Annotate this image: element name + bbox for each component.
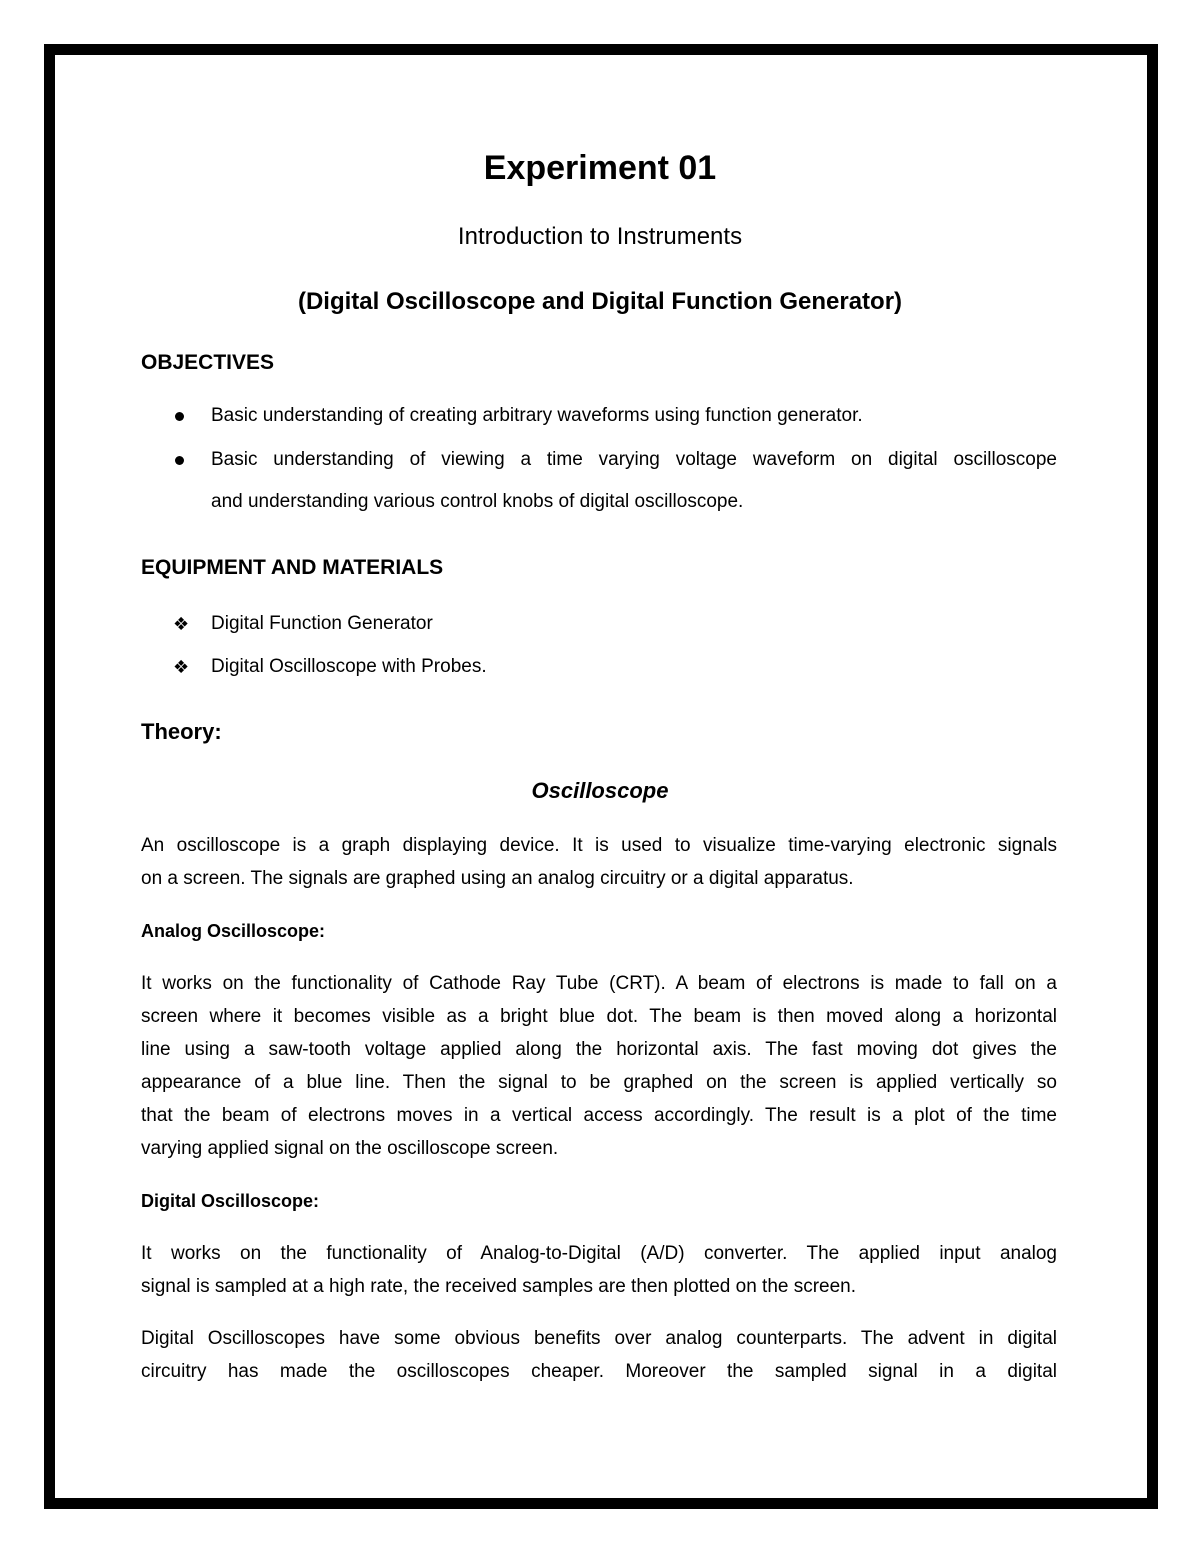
paragraph-line: An oscilloscope is a graph displaying device. It is used to visualize time-varying electronic signals <box>141 835 1057 856</box>
digital-oscilloscope-heading: Digital Oscilloscope: <box>141 1191 320 1211</box>
equipment-item: Digital Function Generator <box>211 613 433 634</box>
paragraph-line: varying applied signal on the oscilloscope screen. <box>141 1138 559 1159</box>
analog-paragraph <box>141 967 1057 1165</box>
paragraph-line: screen where it becomes visible as a bright blue dot. The beam is then moved along a horizontal <box>141 1006 1057 1027</box>
bullet-dot-icon <box>175 456 184 465</box>
page-subtitle: Introduction to Instruments <box>457 223 743 250</box>
equipment-heading: EQUIPMENT AND MATERIALS <box>141 556 444 579</box>
objective-item: Basic understanding of creating arbitrary waveforms using function generator. <box>211 405 863 426</box>
paragraph-line: circuitry has made the oscilloscopes cheaper. Moreover the sampled signal in a digital <box>141 1361 1057 1382</box>
paragraph-line: appearance of a blue line. Then the signal to be graphed on the screen is applied vertically so <box>141 1072 1057 1093</box>
benefits-paragraph <box>141 1322 1057 1388</box>
bullet-dot-icon <box>175 412 184 421</box>
diamond-bullet-icon: ❖ <box>173 614 190 634</box>
diamond-bullet-icon: ❖ <box>173 657 190 677</box>
paragraph-line: that the beam of electrons moves in a vertical access accordingly. The result is a plot of the time <box>141 1105 1057 1126</box>
objective-item-continued: and understanding various control knobs of digital oscilloscope. <box>211 491 744 512</box>
intro-paragraph <box>141 829 1057 895</box>
paragraph-line: line using a saw-tooth voltage applied along the horizontal axis. The fast moving dot gives the <box>141 1039 1057 1060</box>
paragraph-line: on a screen. The signals are graphed using an analog circuitry or a digital apparatus. <box>141 868 854 889</box>
page-subtitle-instruments: (Digital Oscilloscope and Digital Function Generator) <box>297 288 903 315</box>
paragraph-line: It works on the functionality of Cathode Ray Tube (CRT). A beam of electrons is made to fall on a <box>141 973 1057 994</box>
paragraph-line: It works on the functionality of Analog-to-Digital (A/D) converter. The applied input analog <box>141 1243 1057 1264</box>
page-title: Experiment 01 <box>483 149 717 187</box>
objectives-heading: OBJECTIVES <box>141 351 275 374</box>
equipment-item: Digital Oscilloscope with Probes. <box>211 656 487 677</box>
section-title-oscilloscope: Oscilloscope <box>531 778 669 803</box>
paragraph-line: Digital Oscilloscopes have some obvious benefits over analog counterparts. The advent in digital <box>141 1328 1057 1349</box>
paragraph-line: signal is sampled at a high rate, the received samples are then plotted on the screen. <box>141 1276 857 1297</box>
theory-heading: Theory: <box>141 719 222 744</box>
analog-oscilloscope-heading: Analog Oscilloscope: <box>141 921 326 941</box>
objective-item: Basic understanding of viewing a time varying voltage waveform on digital oscilloscope <box>211 449 1057 470</box>
digital-paragraph <box>141 1237 1057 1303</box>
